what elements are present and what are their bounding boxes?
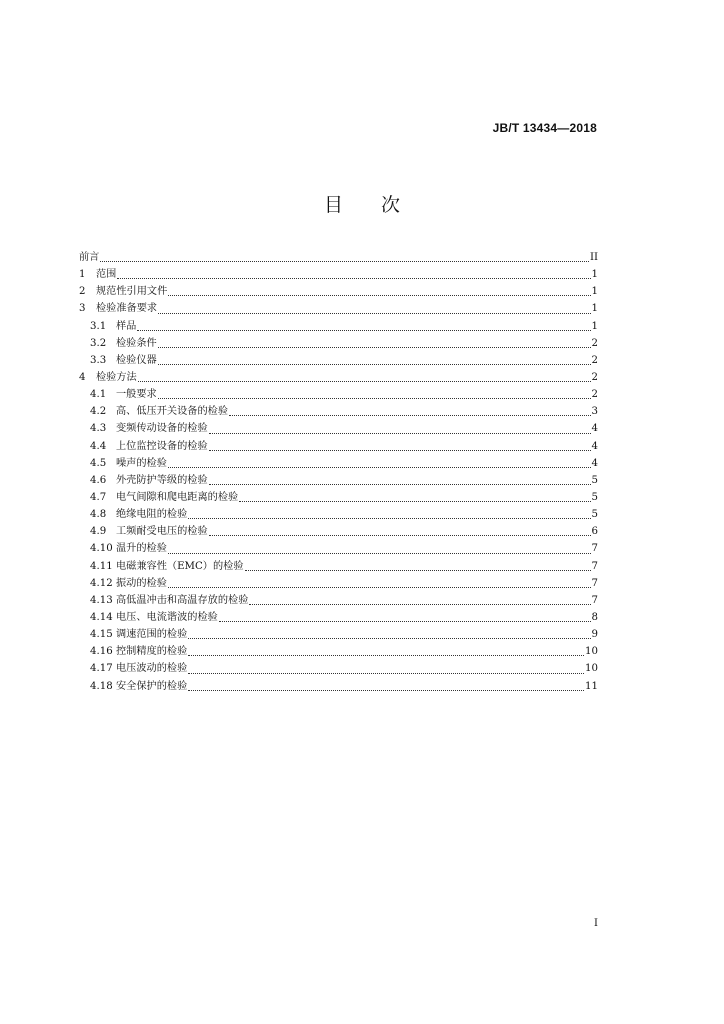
table-of-contents: [79, 249, 598, 695]
title-char-1: 目: [323, 194, 343, 216]
toc-entry-label: 振动的检验: [116, 577, 167, 589]
toc-entry[interactable]: [79, 523, 598, 540]
toc-entry[interactable]: [79, 249, 598, 266]
toc-entry-page: 4: [591, 423, 598, 435]
toc-dot-leader: [168, 587, 591, 588]
toc-entry-number: 3: [79, 303, 86, 315]
toc-entry-page: 11: [585, 680, 598, 692]
toc-entry-page: 10: [585, 646, 598, 658]
title-char-2: 次: [381, 194, 401, 216]
toc-entry-page: 7: [591, 560, 598, 572]
toc-entry-page: 7: [591, 543, 598, 555]
toc-entry-label: 高、低压开关设备的检验: [116, 406, 229, 418]
toc-entry[interactable]: [79, 438, 598, 455]
toc-dot-leader: [138, 381, 591, 382]
toc-entry[interactable]: [79, 386, 598, 403]
toc-entry-number: 4.6: [90, 474, 107, 486]
toc-entry-page: 8: [591, 611, 598, 623]
toc-entry[interactable]: [79, 558, 598, 575]
toc-dot-leader: [229, 415, 590, 416]
toc-entry-label: 检验仪器: [116, 354, 157, 366]
toc-entry-page: 2: [591, 354, 598, 366]
toc-entry-label: 样品: [116, 320, 137, 332]
toc-entry-number: 4.14: [90, 611, 113, 623]
toc-entry-label: 调速范围的检验: [116, 629, 188, 641]
toc-entry-number: 4: [79, 371, 86, 383]
toc-entry-label: 检验方法: [96, 371, 137, 383]
toc-entry-page: 1: [591, 286, 598, 298]
toc-entry-number: 4.3: [90, 423, 107, 435]
toc-entry[interactable]: [79, 369, 598, 386]
toc-entry[interactable]: [79, 540, 598, 557]
toc-entry-number: 4.17: [90, 663, 113, 675]
toc-entry-page: 9: [591, 629, 598, 641]
toc-dot-leader: [188, 638, 590, 639]
toc-entry[interactable]: [79, 592, 598, 609]
toc-entry-page: 2: [591, 371, 598, 383]
toc-dot-leader: [188, 655, 584, 656]
toc-dot-leader: [158, 398, 591, 399]
toc-entry-label: 绝缘电阻的检验: [116, 509, 188, 521]
page-number: I: [594, 918, 598, 929]
toc-dot-leader: [168, 295, 590, 296]
toc-entry-page: 1: [591, 269, 598, 281]
toc-entry-page: 4: [591, 457, 598, 469]
toc-dot-leader: [245, 570, 591, 571]
toc-entry[interactable]: [79, 420, 598, 437]
toc-entry-number: 4.7: [90, 491, 107, 503]
toc-dot-leader: [249, 604, 590, 605]
toc-entry[interactable]: [79, 318, 598, 335]
toc-entry[interactable]: [79, 643, 598, 660]
toc-dot-leader: [188, 673, 584, 674]
toc-entry[interactable]: [79, 283, 598, 300]
toc-entry-number: 4.1: [90, 389, 107, 401]
toc-entry-number: 1: [79, 269, 86, 281]
toc-entry-page: 1: [591, 320, 598, 332]
toc-entry-number: 4.15: [90, 629, 113, 641]
toc-entry-page: 1: [591, 303, 598, 315]
page-title: [0, 190, 724, 217]
toc-entry-page: 2: [591, 337, 598, 349]
toc-entry-page: II: [589, 251, 598, 263]
toc-entry-number: 4.16: [90, 646, 113, 658]
toc-entry[interactable]: [79, 335, 598, 352]
toc-dot-leader: [158, 364, 591, 365]
toc-entry-page: 4: [591, 440, 598, 452]
toc-entry-label: 安全保护的检验: [116, 680, 188, 692]
toc-entry-label: 范围: [96, 269, 117, 281]
toc-entry-number: 4.18: [90, 680, 113, 692]
toc-entry-label: 噪声的检验: [116, 457, 167, 469]
toc-entry-number: 4.11: [90, 560, 113, 572]
toc-entry-page: 7: [591, 594, 598, 606]
toc-entry-page: 3: [591, 406, 598, 418]
toc-entry-label: 电气间隙和爬电距离的检验: [116, 491, 239, 503]
toc-entry[interactable]: [79, 660, 598, 677]
toc-entry[interactable]: [79, 455, 598, 472]
toc-dot-leader: [239, 501, 590, 502]
toc-entry-label: 前言: [79, 251, 100, 263]
toc-dot-leader: [188, 690, 584, 691]
toc-dot-leader: [188, 518, 590, 519]
toc-entry[interactable]: [79, 626, 598, 643]
toc-entry-label: 检验准备要求: [96, 303, 158, 315]
toc-entry-page: 2: [591, 389, 598, 401]
toc-entry-number: 3.2: [90, 337, 107, 349]
toc-entry-label: 外壳防护等级的检验: [116, 474, 208, 486]
toc-entry-page: 5: [591, 491, 598, 503]
toc-entry-page: 6: [591, 526, 598, 538]
toc-entry-label: 高低温冲击和高温存放的检验: [116, 594, 249, 606]
toc-entry-number: 4.12: [90, 577, 113, 589]
toc-entry[interactable]: [79, 403, 598, 420]
toc-dot-leader: [158, 347, 591, 348]
toc-entry[interactable]: [79, 609, 598, 626]
toc-dot-leader: [209, 433, 591, 434]
toc-entry-label: 温升的检验: [116, 543, 167, 555]
toc-entry-number: 4.9: [90, 526, 107, 538]
toc-entry-number: 4.5: [90, 457, 107, 469]
toc-dot-leader: [209, 535, 591, 536]
toc-dot-leader: [209, 450, 591, 451]
toc-dot-leader: [219, 621, 591, 622]
toc-entry[interactable]: [79, 352, 598, 369]
toc-entry-label: 检验条件: [116, 337, 157, 349]
toc-entry[interactable]: [79, 472, 598, 489]
toc-entry-label: 控制精度的检验: [116, 646, 188, 658]
toc-entry-number: 4.2: [90, 406, 107, 418]
toc-entry[interactable]: [79, 489, 598, 506]
toc-entry-number: 3.1: [90, 320, 107, 332]
toc-dot-leader: [117, 278, 590, 279]
toc-entry-label: 规范性引用文件: [96, 286, 168, 298]
toc-dot-leader: [209, 484, 591, 485]
toc-entry-label: 一般要求: [116, 389, 157, 401]
toc-dot-leader: [168, 553, 591, 554]
toc-entry-page: 7: [591, 577, 598, 589]
toc-dot-leader: [137, 330, 590, 331]
toc-entry-label: 电磁兼容性（EMC）的检验: [116, 560, 244, 572]
toc-dot-leader: [100, 261, 589, 262]
toc-entry[interactable]: [79, 506, 598, 523]
toc-entry-label: 电压波动的检验: [116, 663, 188, 675]
toc-dot-leader: [168, 467, 591, 468]
toc-entry-page: 5: [591, 509, 598, 521]
toc-entry[interactable]: [79, 300, 598, 317]
toc-entry[interactable]: [79, 575, 598, 592]
toc-entry-number: 4.8: [90, 509, 107, 521]
toc-entry-page: 5: [591, 474, 598, 486]
toc-entry-number: 4.13: [90, 594, 113, 606]
toc-entry[interactable]: [79, 678, 598, 695]
standard-code: JB/T 13434—2018: [492, 121, 597, 135]
toc-entry-number: 3.3: [90, 354, 107, 366]
toc-entry-number: 4.10: [90, 543, 113, 555]
toc-dot-leader: [158, 313, 590, 314]
toc-entry-number: 2: [79, 286, 86, 298]
toc-entry[interactable]: [79, 266, 598, 283]
toc-entry-label: 上位监控设备的检验: [116, 440, 208, 452]
toc-entry-label: 工频耐受电压的检验: [116, 526, 208, 538]
toc-entry-label: 电压、电流谐波的检验: [116, 611, 218, 623]
toc-entry-number: 4.4: [90, 440, 107, 452]
toc-entry-page: 10: [585, 663, 598, 675]
toc-entry-label: 变频传动设备的检验: [116, 423, 208, 435]
